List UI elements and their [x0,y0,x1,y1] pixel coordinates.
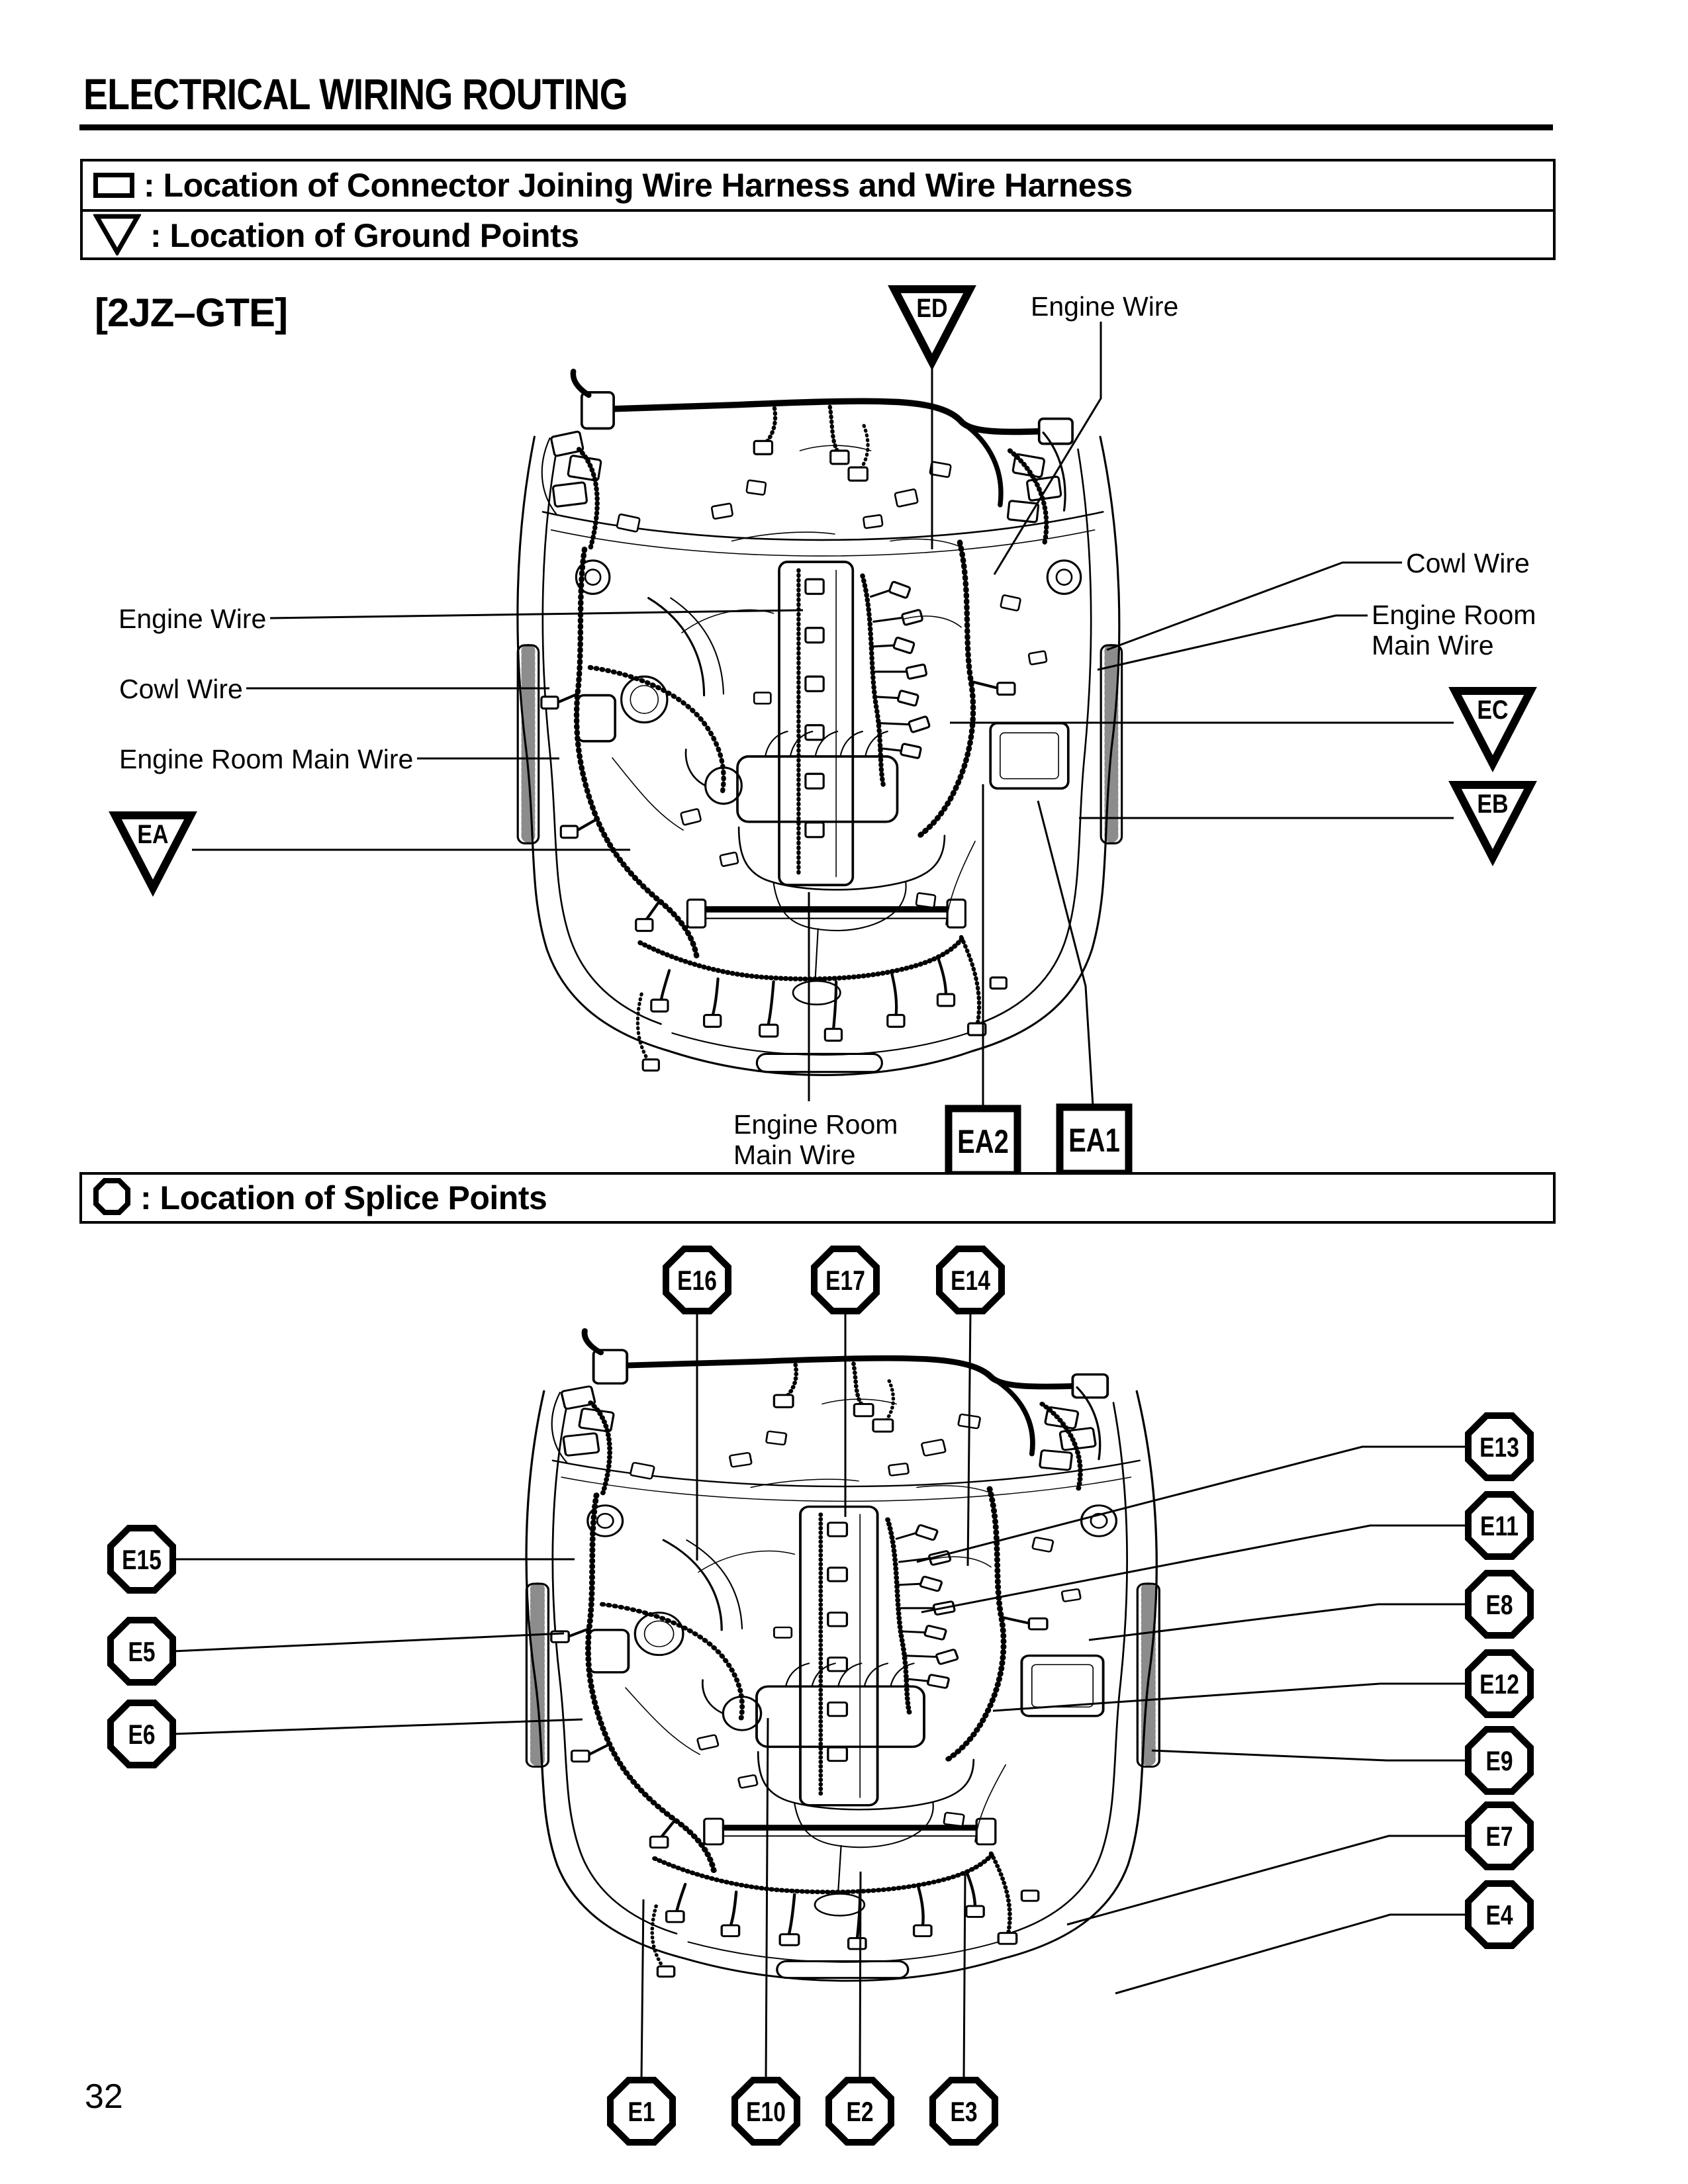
leader-line [1115,1915,1468,1993]
leader-line [641,1899,643,2079]
svg-text:E7: E7 [1485,1821,1513,1852]
svg-text:E15: E15 [122,1545,162,1576]
svg-text:E2: E2 [846,2097,874,2128]
svg-text:E1: E1 [628,2097,655,2128]
splice-point-marker-E5 [111,1620,173,1682]
splice-point-marker-E7 [1468,1805,1530,1867]
splice-point-marker-E4 [1468,1884,1530,1946]
svg-text:E10: E10 [746,2097,786,2128]
leader-line [173,1719,583,1734]
svg-text:EA: EA [137,819,169,849]
legend-ground-text: : Location of Ground Points [150,217,579,254]
splice-point-marker-E9 [1468,1729,1530,1792]
leader-line [1107,563,1402,650]
svg-text:ED: ED [916,293,948,323]
leader-line [766,1718,768,2079]
splice-point-marker-E11 [1468,1494,1530,1557]
ground-point-marker-EB [1455,785,1530,858]
ground-point-marker-EA [115,815,191,888]
label-line: Main Wire [733,1140,856,1170]
wire-label-cowl-wire-right: Cowl Wire [1406,548,1530,578]
legend-splice-text: : Location of Splice Points [140,1179,547,1216]
splice-point-marker-E15 [111,1528,173,1590]
splice-point-marker-E14 [939,1249,1002,1311]
svg-text:E6: E6 [128,1719,156,1751]
engine-code-heading: [2JZ–GTE] [95,291,288,335]
label-line: Engine Room [733,1109,898,1140]
leader-line [1067,1836,1468,1925]
leader-line [964,1874,965,2079]
page-title: ELECTRICAL WIRING ROUTING [83,69,628,118]
page-number: 32 [85,2077,123,2116]
svg-text:E9: E9 [1485,1746,1513,1777]
svg-text:E5: E5 [128,1637,156,1668]
svg-text:E11: E11 [1480,1511,1519,1542]
wire-label-cowl-wire-left: Cowl Wire [119,674,243,704]
wire-label-engine-wire-left: Engine Wire [118,604,267,634]
svg-text:EC: EC [1477,694,1509,725]
splice-point-marker-E12 [1468,1653,1530,1715]
svg-text:E17: E17 [825,1265,865,1297]
splice-point-marker-E13 [1468,1416,1530,1478]
svg-text:E16: E16 [677,1265,717,1297]
wire-label-engine-wire-top: Engine Wire [1031,291,1179,322]
wire-label-engine-room-main-wire-left: Engine Room Main Wire [119,744,414,774]
leader-line [993,1684,1468,1711]
svg-text:E12: E12 [1479,1669,1519,1700]
connector-box-marker-EA2 [949,1109,1017,1175]
svg-text:EA1: EA1 [1068,1121,1120,1160]
leader-line [270,610,803,618]
svg-text:E3: E3 [950,2097,978,2128]
splice-point-marker-E1 [610,2080,673,2142]
leader-line [1098,615,1368,670]
svg-text:E13: E13 [1479,1432,1519,1463]
ground-point-marker-ED [894,289,970,362]
splice-point-marker-E16 [666,1249,728,1311]
leader-line [173,1633,564,1651]
svg-text:E8: E8 [1485,1590,1513,1621]
splice-point-marker-E3 [933,2080,995,2142]
splice-point-marker-E2 [829,2080,891,2142]
svg-text:E4: E4 [1485,1900,1513,1931]
ground-point-marker-EC [1455,691,1530,764]
svg-text:E14: E14 [951,1265,990,1297]
leader-line [860,1872,861,2079]
engine-bay-illustration-bottom [526,1331,1159,1981]
leader-line [1038,801,1093,1106]
connector-box-marker-EA1 [1060,1107,1129,1173]
svg-text:EB: EB [1477,788,1509,819]
leader-line [968,1312,970,1566]
legend-connector-text: : Location of Connector Joining Wire Harness and Wire Harness [144,167,1133,204]
leader-line [1152,1751,1468,1760]
svg-text:EA2: EA2 [957,1122,1009,1161]
splice-point-marker-E6 [111,1703,173,1765]
splice-point-marker-E8 [1468,1573,1530,1635]
label-line: Engine Room [1372,600,1536,630]
splice-point-marker-E17 [814,1249,876,1311]
label-line: Main Wire [1372,630,1494,660]
splice-point-marker-E10 [735,2080,797,2142]
